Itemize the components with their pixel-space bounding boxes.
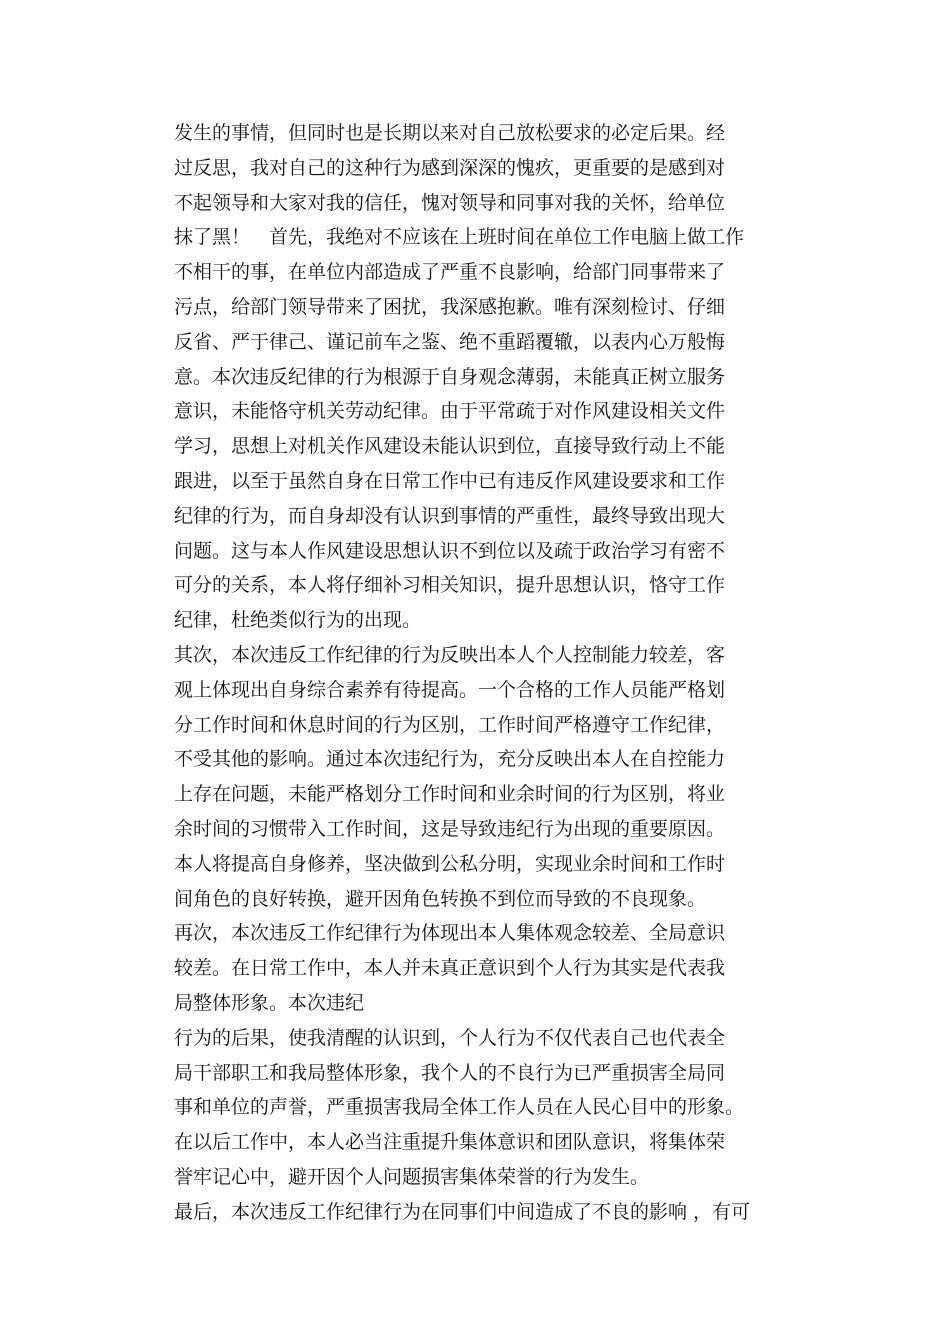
text-line: 余时间的习惯带入工作时间，这是导致违纪行为出现的重要原因。 <box>174 817 726 840</box>
text-line: 问题。这与本人作风建设思想认识不到位以及疏于政治学习有密不 <box>174 539 726 562</box>
text-line: 最后，本次违反工作纪律行为在同事们中间造成了不良的影响 ，有可 <box>174 1200 751 1223</box>
text-line: 其次，本次违反工作纪律的行为反映出本人个人控制能力较差，客 <box>174 643 726 666</box>
text-line: 纪律，杜绝类似行为的出现。 <box>174 609 422 632</box>
text-line: 局整体形象。本次违纪 <box>174 991 365 1014</box>
text-line: 上存在问题，未能严格划分工作时间和业余时间的行为区别，将业 <box>174 783 726 806</box>
text-line: 不受其他的影响。通过本次违纪行为，充分反映出本人在自控能力 <box>174 748 726 771</box>
text-line: 污点，给部门领导带来了困扰，我深感抱歉。唯有深刻检讨、仔细 <box>174 295 726 318</box>
text-line: 再次，本次违反工作纪律行为体现出本人集体观念较差、全局意识 <box>174 922 726 945</box>
text-line: 在以后工作中，本人必当注重提升集体意识和团队意识，将集体荣 <box>174 1131 726 1154</box>
text-line: 反省、严于律己、谨记前车之鉴、绝不重蹈覆辙，以表内心万般悔 <box>174 330 726 353</box>
text-line: 发生的事情，但同时也是长期以来对自己放松要求的必定后果。经 <box>174 122 726 144</box>
text-line: 本人将提高自身修养，坚决做到公私分明，实现业余时间和工作时 <box>174 852 726 875</box>
body-text <box>174 116 774 1230</box>
text-line: 事和单位的声誉，严重损害我局全体工作人员在人民心目中的形象。 <box>174 1096 745 1119</box>
text-line: 行为的后果，使我清醒的认识到，个人行为不仅代表自己也代表全 <box>174 1026 726 1049</box>
text-line: 观上体现出自身综合素养有待提高。一个合格的工作人员能严格划 <box>174 678 726 701</box>
text-line: 不起领导和大家对我的信任，愧对领导和同事对我的关怀，给单位 <box>174 191 726 214</box>
text-line: 过反思，我对自己的这种行为感到深深的愧疚，更重要的是感到对 <box>174 156 726 179</box>
text-line: 不相干的事，在单位内部造成了严重不良影响，给部门同事带来了 <box>174 261 726 284</box>
text-line: 分工作时间和休息时间的行为区别，工作时间严格遵守工作纪律， <box>174 713 726 736</box>
text-line: 意识，未能恪守机关劳动纪律。由于平常疏于对作风建设相关文件 <box>174 400 726 423</box>
text-line: 誉牢记心中，避开因个人问题损害集体荣誉的行为发生。 <box>174 1165 650 1188</box>
text-line: 局干部职工和我局整体形象，我个人的不良行为已严重损害全局同 <box>174 1061 726 1084</box>
text-line: 跟进，以至于虽然自身在日常工作中已有违反作风建设要求和工作 <box>174 469 726 492</box>
text-line: 学习，思想上对机关作风建设未能认识到位，直接导致行动上不能 <box>174 435 726 458</box>
text-line: 较差。在日常工作中，本人并未真正意识到个人行为其实是代表我 <box>174 957 726 980</box>
text-line: 间角色的良好转换，避开因角色转换不到位而导致的不良现象。 <box>174 887 707 910</box>
text-line: 可分的关系，本人将仔细补习相关知识，提升思想认识，恪守工作 <box>174 574 726 597</box>
text-line: 意。本次违反纪律的行为根源于自身观念薄弱，未能真正树立服务 <box>174 365 726 388</box>
text-line: 抹了黑！ 首先，我绝对不应该在上班时间在单位工作电脑上做工作 <box>174 226 745 249</box>
text-line: 纪律的行为，而自身却没有认识到事情的严重性，最终导致出现大 <box>174 504 726 527</box>
